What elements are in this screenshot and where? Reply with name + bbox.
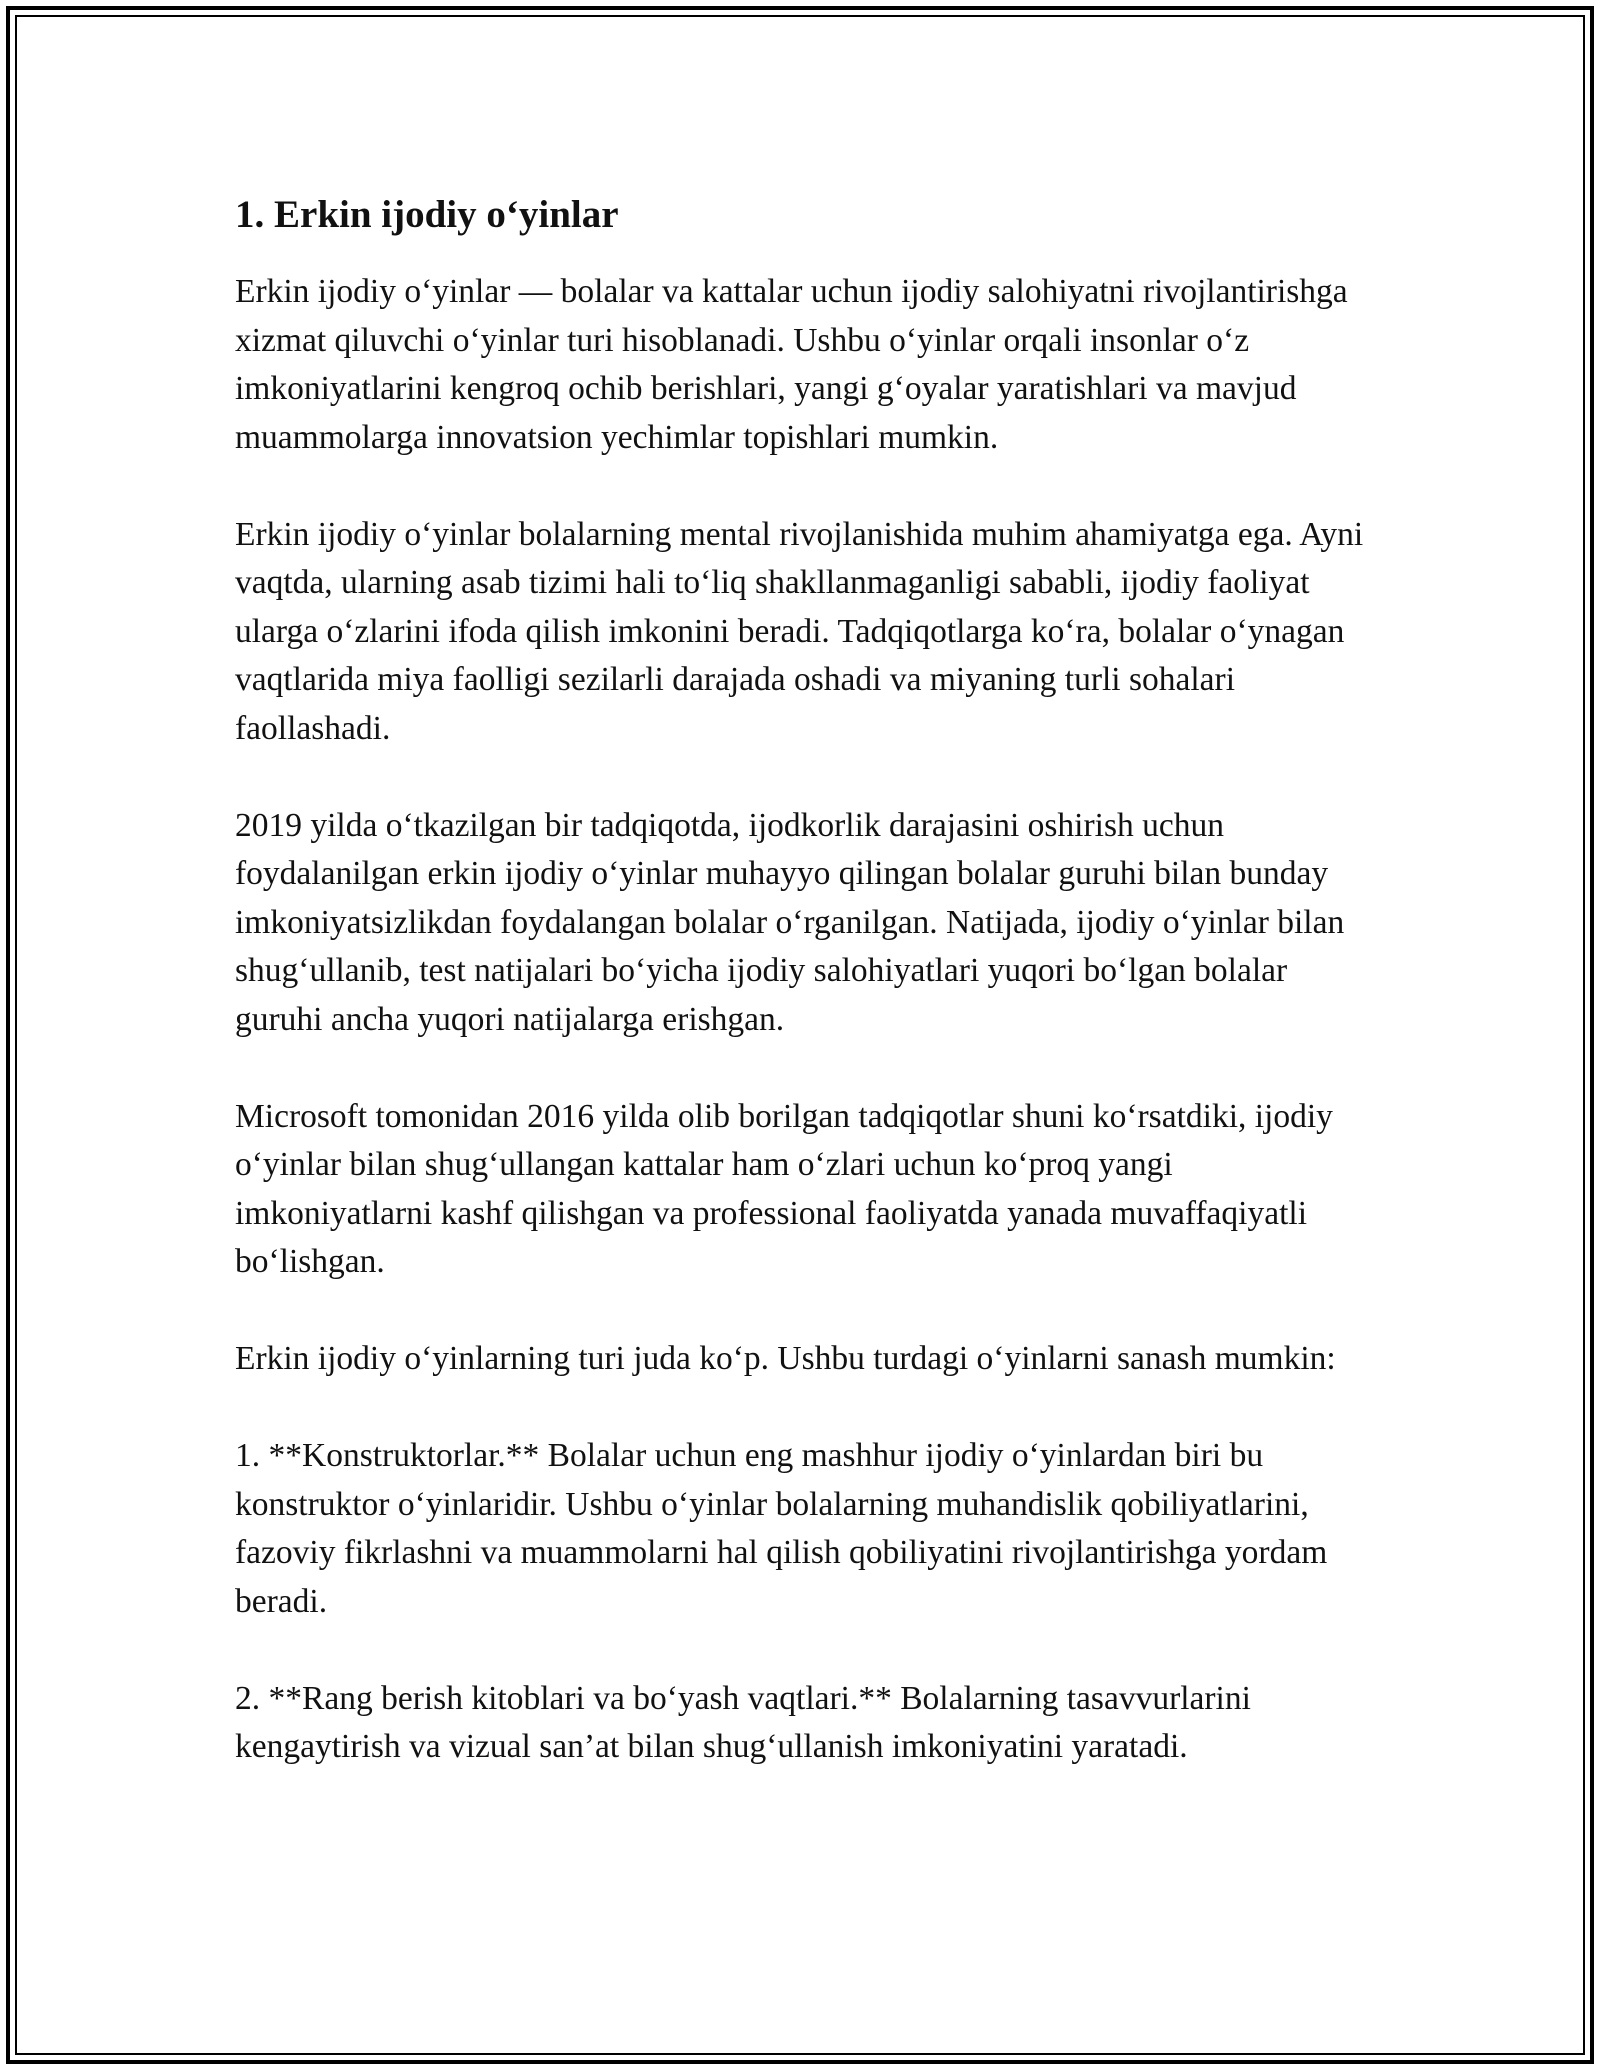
list-item-paragraph: 2. **Rang berish kitoblari va bo‘yash vaqtlari.** Bolalarning tasavvurlarini kengaytirish va vizual san’at bilan shug‘ullanish imkoniyatini yaratadi. xyxy=(235,1679,1251,1765)
paragraph: Erkin ijodiy o‘yinlar — bolalar va kattalar uchun ijodiy salohiyatni rivojlantirishga xizmat qiluvchi o‘yinlar turi hisoblanadi. Ushbu o‘yinlar orqali insonlar o‘z imkoniyatlarini kengroq ochib berishlari, yangi g‘oyalar yaratishlari va mavjud muammolarga innovatsion yechimlar topishlari mumkin. xyxy=(235,273,1348,456)
paragraph: Microsoft tomonidan 2016 yilda olib borilgan tadqiqotlar shuni ko‘rsatdiki, ijodiy o‘yinlar bilan shug‘ullangan kattalar ham o‘zlari uchun ko‘proq yangi imkoniyatlarni kashf qilishgan va professional faoliyatda yanada muvaffaqiyatli bo‘lishgan. xyxy=(235,1097,1333,1280)
paragraph: Erkin ijodiy o‘yinlarning turi juda ko‘p. Ushbu turdagi o‘yinlarni sanash mumkin: xyxy=(235,1340,1336,1377)
document-body xyxy=(235,188,1375,1772)
paragraph: Erkin ijodiy o‘yinlar bolalarning mental rivojlanishida muhim ahamiyatga ega. Ayni vaqtda, ularning asab tizimi hali to‘liq shakllanmaganligi sababli, ijodiy faoliyat ularga o‘zlarini ifoda qilish imkonini beradi. Tadqiqotlarga ko‘ra, bolalar o‘ynagan vaqtlarida miya faolligi sezilarli darajada oshadi va miyaning turli sohalari faollashadi. xyxy=(235,515,1364,747)
list-item-paragraph: 1. **Konstruktorlar.** Bolalar uchun eng mashhur ijodiy o‘yinlardan biri bu konstruktor o‘yinlaridir. Ushbu o‘yinlar bolalarning muhandislik qobiliyatlarini, fazoviy fikrlashni va muammolarni hal qilish qobiliyatini rivojlantirishga yordam beradi. xyxy=(235,1437,1328,1620)
section-heading: 1. Erkin ijodiy o‘yinlar xyxy=(235,193,619,236)
paragraph: 2019 yilda o‘tkazilgan bir tadqiqotda, ijodkorlik darajasini oshirish uchun foydalanilgan erkin ijodiy o‘yinlar muhayyo qilingan bolalar guruhi bilan bunday imkoniyatsizlikdan foydalangan bolalar o‘rganilgan. Natijada, ijodiy o‘yinlar bilan shug‘ullanib, test natijalari bo‘yicha ijodiy salohiyatlari yuqori bo‘lgan bolalar guruhi ancha yuqori natijalarga erishgan. xyxy=(235,806,1345,1038)
